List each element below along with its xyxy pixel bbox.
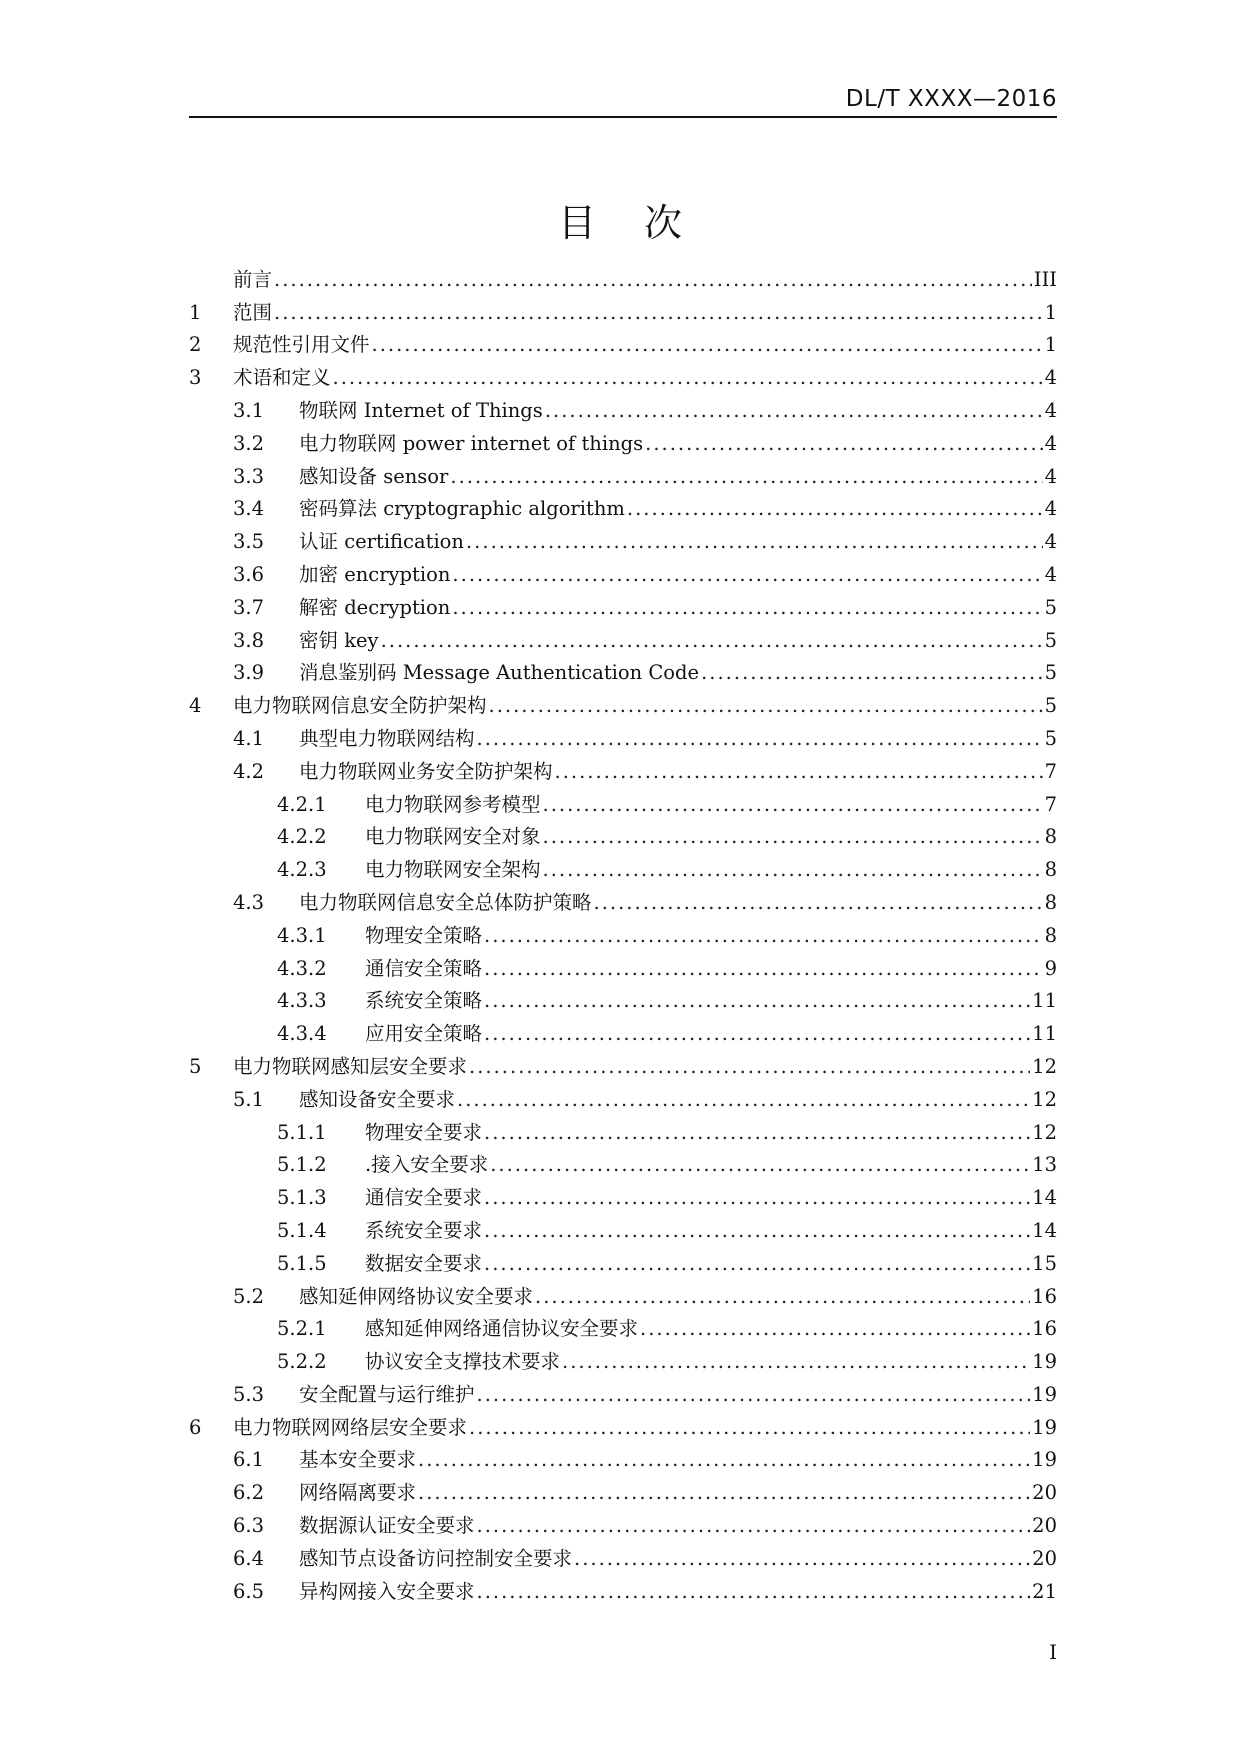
toc-entry-page: 5 bbox=[1044, 694, 1057, 718]
toc-entry-number: 1 bbox=[189, 300, 202, 324]
toc-entry-number: 6.4 bbox=[233, 1546, 265, 1570]
toc-entry-title: 网络隔离要求 bbox=[299, 1481, 417, 1505]
toc-entry-page: 8 bbox=[1044, 858, 1057, 882]
toc-entry-page: 15 bbox=[1032, 1251, 1057, 1275]
toc-dot-leader bbox=[640, 1317, 1030, 1341]
toc-dot-leader bbox=[535, 1285, 1030, 1309]
toc-entry-number: 5.3 bbox=[233, 1382, 265, 1406]
toc-dot-leader bbox=[645, 432, 1042, 456]
toc-entry[interactable] bbox=[189, 948, 1057, 981]
toc-entry-page: 7 bbox=[1044, 759, 1057, 783]
toc-entry-title: 密钥 key bbox=[299, 628, 379, 652]
toc-entry-page: III bbox=[1033, 267, 1057, 291]
toc-dot-leader bbox=[477, 1580, 1031, 1604]
toc-entry-page: 21 bbox=[1032, 1579, 1057, 1603]
toc-entry-title: 电力物联网业务安全防护架构 bbox=[299, 759, 553, 783]
toc-dot-leader bbox=[543, 793, 1043, 817]
toc-entry-number: 3.5 bbox=[233, 530, 265, 554]
toc-entry[interactable] bbox=[189, 751, 1057, 784]
toc-entry-page: 9 bbox=[1044, 956, 1057, 980]
toc-entry-page: 19 bbox=[1032, 1448, 1057, 1472]
toc-entry-title: 系统安全策略 bbox=[365, 989, 483, 1013]
toc-entry-page: 5 bbox=[1044, 595, 1057, 619]
toc-dot-leader bbox=[484, 1252, 1030, 1276]
toc-entry[interactable] bbox=[189, 587, 1057, 620]
toc-dot-leader bbox=[477, 1383, 1031, 1407]
toc-entry-number: 5.1.2 bbox=[277, 1153, 327, 1177]
toc-entry-title: 电力物联网 power internet of things bbox=[299, 431, 644, 455]
toc-dot-leader bbox=[562, 1350, 1030, 1374]
toc-entry-title: 术语和定义 bbox=[233, 366, 331, 390]
toc-dot-leader bbox=[477, 727, 1043, 751]
toc-entry[interactable] bbox=[189, 1374, 1057, 1407]
toc-entry-number: 4.3.2 bbox=[277, 956, 327, 980]
toc-dot-leader bbox=[484, 924, 1043, 948]
toc-entry-number: 3.7 bbox=[233, 595, 265, 619]
toc-entry-page: 16 bbox=[1032, 1284, 1057, 1308]
toc-entry-title: 典型电力物联网结构 bbox=[299, 726, 475, 750]
toc-entry[interactable] bbox=[189, 882, 1057, 915]
toc-entry-title: 感知延伸网络通信协议安全要求 bbox=[365, 1317, 639, 1341]
toc-entry-title: 电力物联网安全对象 bbox=[365, 825, 541, 849]
toc-entry-page: 8 bbox=[1044, 890, 1057, 914]
toc-entry[interactable] bbox=[189, 620, 1057, 653]
toc-entry-title: 通信安全策略 bbox=[365, 956, 483, 980]
toc-dot-leader bbox=[545, 399, 1043, 423]
toc-entry[interactable] bbox=[189, 1112, 1057, 1145]
toc-entry-page: 5 bbox=[1044, 628, 1057, 652]
toc-entry-page: 8 bbox=[1044, 825, 1057, 849]
toc-entry-page: 20 bbox=[1032, 1481, 1057, 1505]
toc-entry-page: 19 bbox=[1032, 1382, 1057, 1406]
toc-entry-title: 协议安全支撑技术要求 bbox=[365, 1350, 561, 1374]
toc-entry-number: 6.1 bbox=[233, 1448, 265, 1472]
toc-entry-number: 3.3 bbox=[233, 464, 265, 488]
toc-entry-page: 4 bbox=[1044, 366, 1057, 390]
toc-entry-page: 4 bbox=[1044, 562, 1057, 586]
toc-entry-page: 4 bbox=[1044, 431, 1057, 455]
toc-entry-number: 3 bbox=[189, 366, 202, 390]
toc-entry-page: 1 bbox=[1044, 300, 1057, 324]
toc-entry-title: 范围 bbox=[233, 300, 273, 324]
toc-dot-leader bbox=[490, 1153, 1030, 1177]
toc-entry-page: 16 bbox=[1032, 1317, 1057, 1341]
toc-dot-leader bbox=[452, 563, 1042, 587]
toc-dot-leader bbox=[484, 989, 1030, 1013]
toc-entry[interactable] bbox=[189, 1013, 1057, 1046]
toc-entry-title: 电力物联网参考模型 bbox=[365, 792, 541, 816]
toc-dot-leader bbox=[457, 1088, 1030, 1112]
toc-entry[interactable] bbox=[189, 685, 1057, 718]
toc-entry-number: 6.3 bbox=[233, 1514, 265, 1538]
toc-entry-title: 数据安全要求 bbox=[365, 1251, 483, 1275]
toc-entry[interactable] bbox=[189, 915, 1057, 948]
toc-entry-number: 4 bbox=[189, 694, 202, 718]
toc-entry-title: .接入安全要求 bbox=[365, 1153, 489, 1177]
toc-entry-title: 密码算法 cryptographic algorithm bbox=[299, 497, 625, 521]
toc-entry-title: 加密 encryption bbox=[299, 562, 451, 586]
toc-entry-number: 4.2.1 bbox=[277, 792, 327, 816]
toc-entry-title: 感知设备安全要求 bbox=[299, 1087, 456, 1111]
toc-entry[interactable] bbox=[189, 981, 1057, 1014]
toc-entry-page: 11 bbox=[1032, 989, 1057, 1013]
header-rule bbox=[189, 116, 1057, 118]
toc-entry-number: 6.5 bbox=[233, 1579, 265, 1603]
toc-dot-leader bbox=[372, 333, 1043, 357]
toc-entry-page: 14 bbox=[1032, 1218, 1057, 1242]
toc-entry-title: 感知延伸网络协议安全要求 bbox=[299, 1284, 534, 1308]
toc-entry-number: 3.8 bbox=[233, 628, 265, 652]
toc-entry[interactable] bbox=[189, 1341, 1057, 1374]
toc-entry[interactable] bbox=[189, 325, 1057, 358]
toc-entry[interactable] bbox=[189, 423, 1057, 456]
toc-entry[interactable] bbox=[189, 784, 1057, 817]
toc-entry-title: 电力物联网网络层安全要求 bbox=[233, 1415, 468, 1439]
toc-entry-number: 4.2 bbox=[233, 759, 265, 783]
toc-dot-leader bbox=[701, 661, 1043, 685]
toc-dot-leader bbox=[484, 957, 1043, 981]
toc-dot-leader bbox=[469, 1416, 1030, 1440]
toc-entry-page: 19 bbox=[1032, 1415, 1057, 1439]
toc-entry-number: 4.3.3 bbox=[277, 989, 327, 1013]
toc-entry[interactable] bbox=[189, 390, 1057, 423]
toc-entry-number: 3.9 bbox=[233, 661, 265, 685]
toc-entry[interactable] bbox=[189, 1472, 1057, 1505]
toc-entry-page: 4 bbox=[1044, 497, 1057, 521]
toc-entry-title: 电力物联网信息安全防护架构 bbox=[233, 694, 487, 718]
toc-dot-leader bbox=[418, 1481, 1030, 1505]
toc-entry-title: 规范性引用文件 bbox=[233, 333, 370, 357]
toc-entry-title: 物理安全策略 bbox=[365, 923, 483, 947]
toc-entry-page: 4 bbox=[1044, 464, 1057, 488]
toc-entry[interactable] bbox=[189, 554, 1057, 587]
toc-entry[interactable] bbox=[189, 1145, 1057, 1178]
toc-entry[interactable] bbox=[189, 456, 1057, 489]
toc-dot-leader bbox=[627, 497, 1043, 521]
toc-entry-page: 12 bbox=[1032, 1054, 1057, 1078]
toc-dot-leader bbox=[450, 465, 1042, 489]
toc-entry[interactable] bbox=[189, 1505, 1057, 1538]
toc-dot-leader bbox=[543, 858, 1043, 882]
toc-entry-title: 物联网 Internet of Things bbox=[299, 398, 543, 422]
toc-entry[interactable] bbox=[189, 1243, 1057, 1276]
toc-entry[interactable] bbox=[189, 1276, 1057, 1309]
toc-entry[interactable] bbox=[189, 718, 1057, 751]
toc-dot-leader bbox=[484, 1219, 1030, 1243]
toc-entry-number: 5.1.3 bbox=[277, 1186, 327, 1210]
toc-entry-number: 5.1.5 bbox=[277, 1251, 327, 1275]
toc-entry-number: 5 bbox=[189, 1054, 202, 1078]
toc-entry-number: 5.1.4 bbox=[277, 1218, 327, 1242]
toc-entry-title: 通信安全要求 bbox=[365, 1186, 483, 1210]
toc-entry-page: 14 bbox=[1032, 1186, 1057, 1210]
toc-dot-leader bbox=[274, 268, 1032, 292]
toc-entry-number: 4.1 bbox=[233, 726, 265, 750]
toc-entry-page: 8 bbox=[1044, 923, 1057, 947]
toc-entry-title: 电力物联网安全架构 bbox=[365, 858, 541, 882]
page-title: 目 次 bbox=[557, 201, 701, 245]
toc-entry[interactable] bbox=[189, 817, 1057, 850]
toc-entry-number: 4.3.4 bbox=[277, 1022, 327, 1046]
toc-entry-number: 3.2 bbox=[233, 431, 265, 455]
toc-entry[interactable] bbox=[189, 1046, 1057, 1079]
toc-entry[interactable] bbox=[189, 1440, 1057, 1473]
toc-entry-title: 基本安全要求 bbox=[299, 1448, 417, 1472]
toc-entry-title: 应用安全策略 bbox=[365, 1022, 483, 1046]
toc-dot-leader bbox=[484, 1186, 1030, 1210]
toc-dot-leader bbox=[466, 530, 1043, 554]
toc-entry[interactable] bbox=[189, 1210, 1057, 1243]
toc-entry[interactable] bbox=[189, 1079, 1057, 1112]
toc-entry-page: 5 bbox=[1044, 726, 1057, 750]
toc-entry[interactable] bbox=[189, 292, 1057, 325]
toc-entry-page: 4 bbox=[1044, 398, 1057, 422]
toc-entry-number: 4.2.3 bbox=[277, 858, 327, 882]
toc-dot-leader bbox=[381, 629, 1043, 653]
toc-entry-page: 20 bbox=[1032, 1546, 1057, 1570]
toc-entry-page: 20 bbox=[1032, 1514, 1057, 1538]
page-number: I bbox=[1049, 1640, 1057, 1664]
toc-entry-number: 5.2 bbox=[233, 1284, 265, 1308]
toc-entry[interactable] bbox=[189, 1309, 1057, 1342]
toc-entry-title: 前言 bbox=[233, 267, 273, 291]
table-of-contents bbox=[189, 259, 1057, 1604]
toc-entry[interactable] bbox=[189, 653, 1057, 686]
toc-entry[interactable] bbox=[189, 1538, 1057, 1571]
toc-entry-title: 感知设备 sensor bbox=[299, 464, 449, 488]
toc-entry-number: 3.6 bbox=[233, 562, 265, 586]
toc-dot-leader bbox=[477, 1514, 1031, 1538]
toc-dot-leader bbox=[469, 1055, 1030, 1079]
toc-entry-title: 感知节点设备访问控制安全要求 bbox=[299, 1546, 573, 1570]
toc-entry-title: 消息鉴别码 Message Authentication Code bbox=[299, 661, 700, 685]
toc-entry-number: 5.2.1 bbox=[277, 1317, 327, 1341]
toc-entry-number: 4.3 bbox=[233, 890, 265, 914]
toc-dot-leader bbox=[484, 1022, 1030, 1046]
toc-dot-leader bbox=[489, 694, 1043, 718]
toc-dot-leader bbox=[574, 1547, 1030, 1571]
toc-entry-title: 系统安全要求 bbox=[365, 1218, 483, 1242]
toc-entry-page: 12 bbox=[1032, 1087, 1057, 1111]
toc-entry-page: 13 bbox=[1032, 1153, 1057, 1177]
toc-entry[interactable] bbox=[189, 849, 1057, 882]
toc-entry-page: 1 bbox=[1044, 333, 1057, 357]
toc-entry[interactable] bbox=[189, 521, 1057, 554]
toc-entry[interactable] bbox=[189, 1571, 1057, 1604]
toc-dot-leader bbox=[543, 825, 1043, 849]
toc-dot-leader bbox=[452, 596, 1042, 620]
toc-entry[interactable] bbox=[189, 357, 1057, 390]
toc-dot-leader bbox=[594, 891, 1043, 915]
toc-entry-title: 数据源认证安全要求 bbox=[299, 1514, 475, 1538]
toc-entry[interactable] bbox=[189, 259, 1057, 292]
toc-entry-number: 5.2.2 bbox=[277, 1350, 327, 1374]
toc-dot-leader bbox=[333, 366, 1043, 390]
toc-entry-title: 物理安全要求 bbox=[365, 1120, 483, 1144]
toc-dot-leader bbox=[418, 1448, 1030, 1472]
toc-entry-title: 解密 decryption bbox=[299, 595, 451, 619]
toc-entry-page: 12 bbox=[1032, 1120, 1057, 1144]
toc-dot-leader bbox=[274, 301, 1043, 325]
toc-dot-leader bbox=[484, 1121, 1030, 1145]
toc-entry-number: 4.2.2 bbox=[277, 825, 327, 849]
toc-entry-title: 异构网接入安全要求 bbox=[299, 1579, 475, 1603]
document-code: DL/T XXXX—2016 bbox=[845, 86, 1057, 112]
toc-entry-title: 电力物联网感知层安全要求 bbox=[233, 1054, 468, 1078]
toc-entry-number: 6 bbox=[189, 1415, 202, 1439]
toc-entry-number: 6.2 bbox=[233, 1481, 265, 1505]
toc-entry-number: 3.4 bbox=[233, 497, 265, 521]
toc-entry-title: 电力物联网信息安全总体防护策略 bbox=[299, 890, 592, 914]
toc-entry-page: 11 bbox=[1032, 1022, 1057, 1046]
toc-entry-number: 5.1.1 bbox=[277, 1120, 327, 1144]
toc-entry-number: 4.3.1 bbox=[277, 923, 327, 947]
toc-entry-number: 3.1 bbox=[233, 398, 265, 422]
toc-dot-leader bbox=[555, 760, 1043, 784]
toc-entry-title: 认证 certification bbox=[299, 530, 464, 554]
toc-entry[interactable] bbox=[189, 1177, 1057, 1210]
toc-entry-page: 7 bbox=[1044, 792, 1057, 816]
toc-entry-number: 5.1 bbox=[233, 1087, 265, 1111]
toc-entry-page: 5 bbox=[1044, 661, 1057, 685]
toc-entry-page: 19 bbox=[1032, 1350, 1057, 1374]
toc-entry[interactable] bbox=[189, 489, 1057, 522]
toc-entry-page: 4 bbox=[1044, 530, 1057, 554]
toc-entry-title: 安全配置与运行维护 bbox=[299, 1382, 475, 1406]
toc-entry[interactable] bbox=[189, 1407, 1057, 1440]
toc-entry-number: 2 bbox=[189, 333, 202, 357]
